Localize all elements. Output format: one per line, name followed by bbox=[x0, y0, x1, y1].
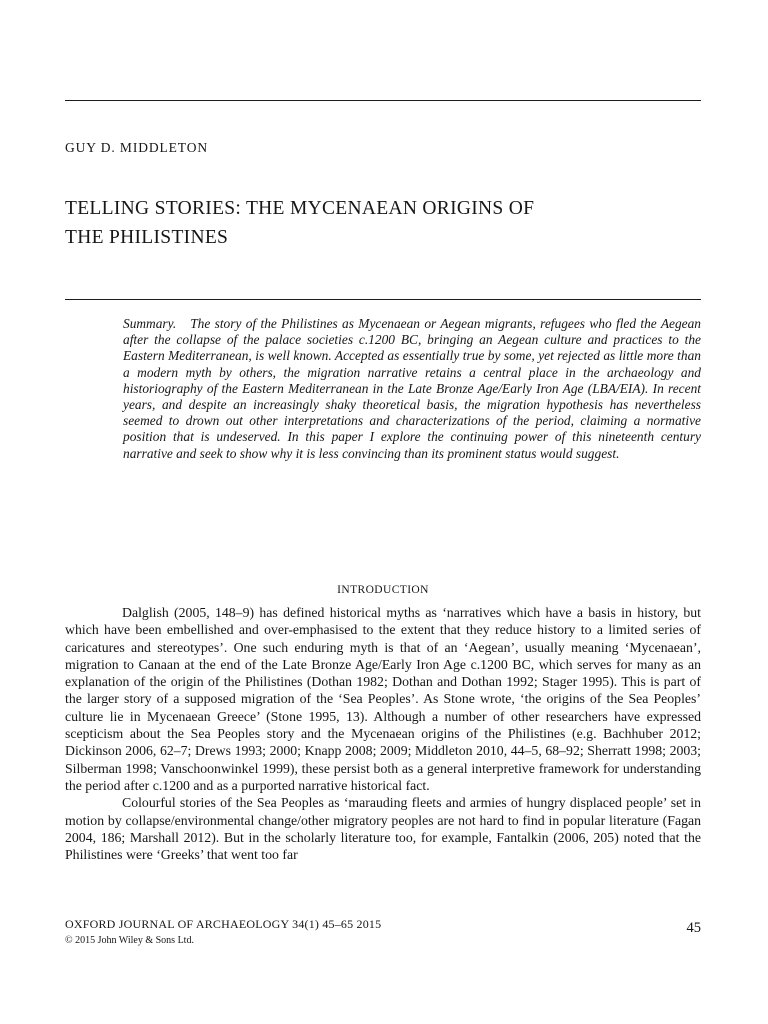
footer-copyright-line: © 2015 John Wiley & Sons Ltd. bbox=[65, 935, 194, 946]
top-rule bbox=[65, 100, 701, 101]
paper-title bbox=[65, 194, 701, 252]
footer-journal-line: OXFORD JOURNAL OF ARCHAEOLOGY 34(1) 45–65 2015 bbox=[65, 917, 382, 931]
paper-title-line2: THE PHILISTINES bbox=[65, 227, 229, 248]
page-number: 45 bbox=[686, 920, 701, 936]
section-heading-introduction: INTRODUCTION bbox=[337, 584, 429, 596]
body-paragraph-1: Dalglish (2005, 148–9) has defined historical myths as ‘narratives which have a basis in history, but which have been embellished and over-emphasised to the extent that they reduce history to a limited series of caricatures and stereotypes’. One such enduring myth is that of an ‘Aegean’, usually meaning ‘Mycenaean’, migration to Canaan at the end of the Late Bronze Age/Early Iron Age c.1200 BC, which serves for many as an explanation of the origin of the Philistines (Dothan 1982; Dothan and Dothan 1992; Stager 1995). This is part of the larger story of a supposed migration of the ‘Sea Peoples’. As Stone wrote, ‘the origins of the Sea Peoples’ culture lie in Mycenaean Greece’ (Stone 1995, 13). Although a number of other researchers have expressed scepticism about the Sea Peoples story and the Mycenaean origins of the Philistines (e.g. Bachhuber 2012; Dickinson 2006, 62–7; Drews 1993; 2000; Knapp 2008; 2009; Middleton 2010, 44–5, 68–92; Sherratt 1998; 2003; Silberman 1998; Vanschoonwinkel 1999), these persist both as a general interpretive framework for understanding the period after c.1200 and as a purported narrative historical fact. bbox=[65, 605, 701, 793]
summary-block bbox=[123, 316, 701, 462]
mid-rule bbox=[65, 299, 701, 300]
summary-text: The story of the Philistines as Mycenaean or Aegean migrants, refugees who fled the Aegean after the collapse of the palace societies c.1200 BC, bringing an Aegean culture and practices to the Eastern Mediterranean, is well known. Accepted as essentially true by some, yet rejected as little more than a modern myth by others, the migration narrative retains a central place in the archaeology and historiography of the Eastern Mediterranean in the Late Bronze Age/Early Iron Age (LBA/EIA). In recent years, and despite an increasingly shaky theoretical basis, the migration hypothesis has nevertheless seemed to drown out other interpretations and characterizations of the period, claiming a normative position that is undeserved. In this paper I explore the continuing power of this nineteenth century narrative and seek to show why it is less convincing than its prominent status would suggest. bbox=[123, 316, 701, 461]
body-text bbox=[65, 604, 701, 863]
summary-label: Summary. bbox=[123, 316, 177, 331]
author-name: GUY D. MIDDLETON bbox=[65, 140, 209, 155]
body-paragraph-2: Colourful stories of the Sea Peoples as ‘marauding fleets and armies of hungry displaced people’ set in motion by collapse/environmental change/other migratory peoples are not hard to find in popular literature (Fagan 2004, 186; Marshall 2012). But in the scholarly literature too, for example, Fantalkin (2006, 205) noted that the Philistines were ‘Greeks’ that went too far bbox=[65, 795, 701, 863]
paper-title-line1: TELLING STORIES: THE MYCENAEAN ORIGINS OF bbox=[65, 198, 535, 219]
